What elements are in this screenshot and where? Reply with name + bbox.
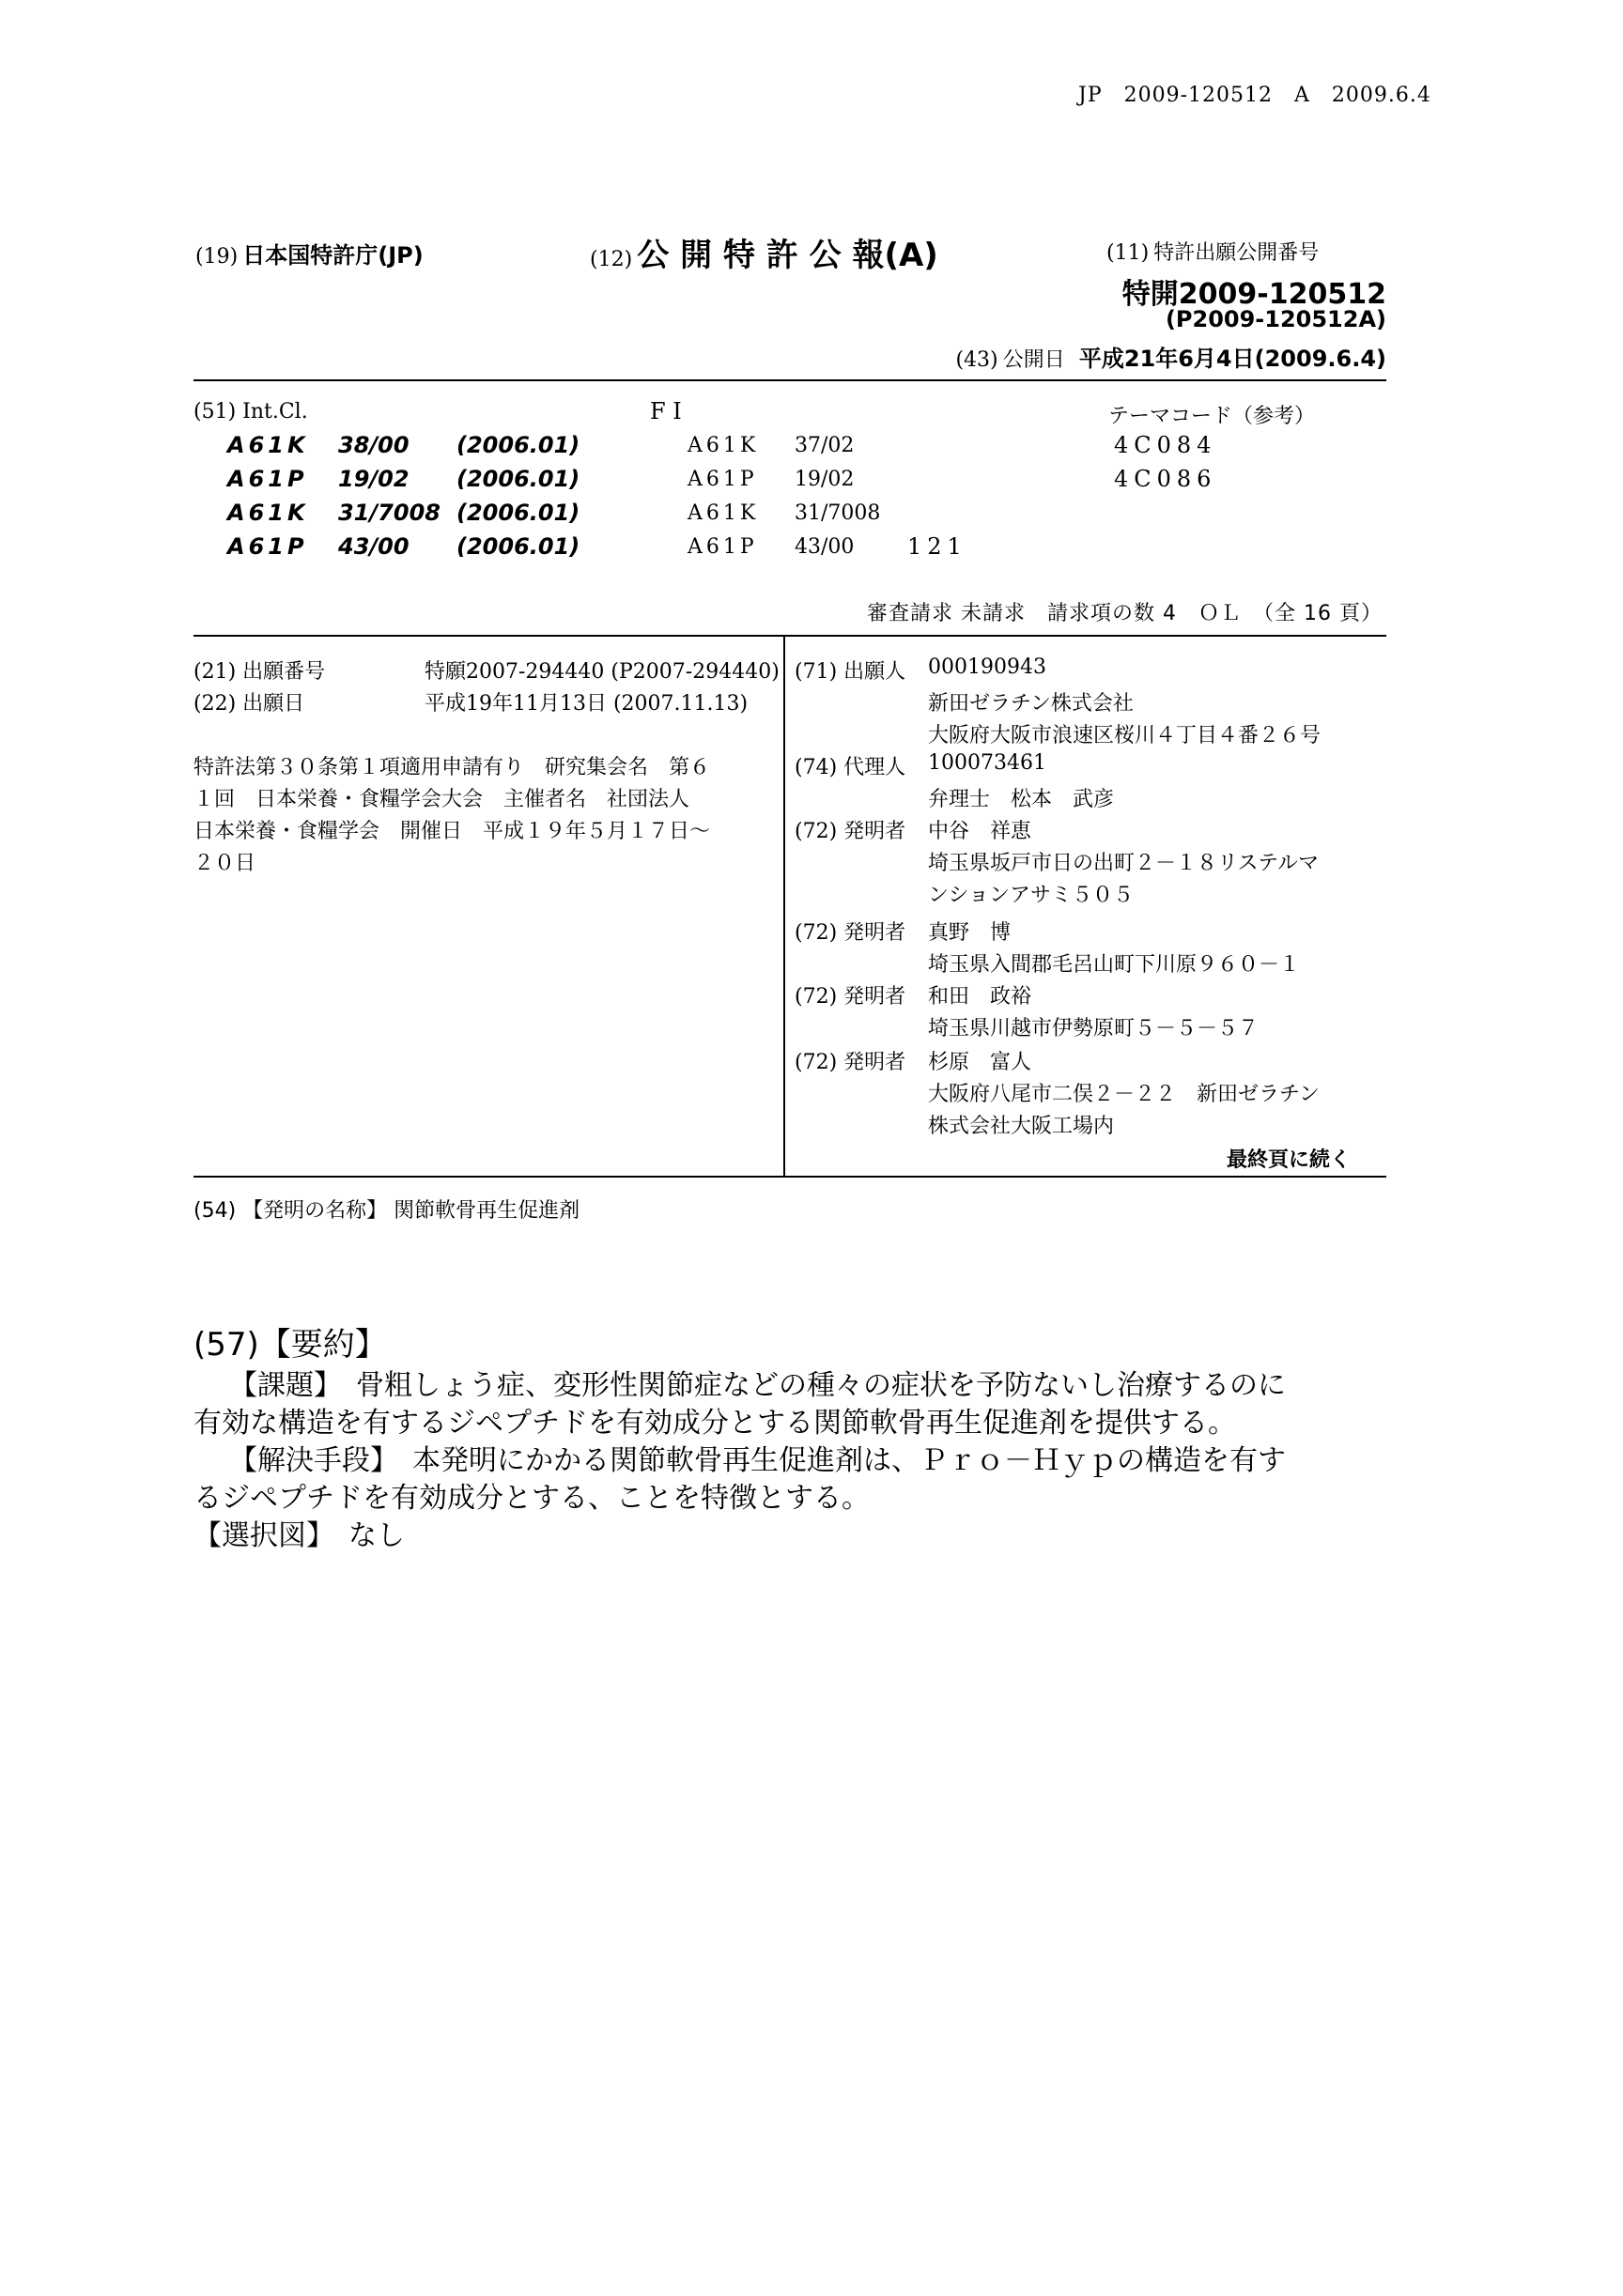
ipc-date: (2006.01)	[456, 466, 580, 492]
document-type-name: 公 開 特 許 公 報(A)	[637, 237, 938, 274]
ipc-code: 38/00	[338, 432, 410, 458]
ipc-code: 43/00	[338, 533, 410, 560]
theme-code-label: テーマコード（参考）	[1108, 405, 1316, 428]
theme-code: 4C084	[1114, 432, 1217, 458]
fi-class: A61K	[688, 434, 760, 457]
abstract-line: 有効な構造を有するジペプチドを有効成分とする関節軟骨再生促進剤を提供する。	[193, 1407, 1236, 1440]
party-line: 埼玉県入間郡毛呂山町下川原９６０－１	[928, 953, 1301, 977]
publication-date	[955, 340, 1386, 373]
application-date-label: (22) 出願日	[193, 692, 305, 716]
party-line: 埼玉県川越市伊勢原町５－５－５７	[928, 1017, 1260, 1040]
party-label: (74) 代理人	[795, 756, 906, 779]
ipc-date: (2006.01)	[456, 533, 580, 560]
fi-class: A61P	[688, 468, 758, 491]
publication-date-value: 平成21年6月4日(2009.6.4)	[1078, 346, 1386, 372]
fi-code: 37/02	[795, 434, 855, 457]
ipc-date: (2006.01)	[456, 500, 580, 526]
fi-label: F I	[650, 398, 682, 424]
party-line: 000190943	[928, 655, 1046, 679]
party-label: (72) 発明者	[795, 1051, 906, 1074]
abstract-line: 【選択図】 なし	[193, 1519, 405, 1552]
rule-before-bibliographic	[193, 635, 1386, 637]
theme-code: 4C086	[1114, 466, 1217, 492]
rule-after-bibliographic	[193, 1176, 1386, 1178]
exception-note-line: 特許法第３０条第１項適用申請有り 研究集会名 第６	[193, 756, 711, 779]
ipc-class: A61K	[227, 500, 309, 526]
publication-number: 特開2009-120512	[1121, 278, 1386, 311]
exception-note-line: １回 日本栄養・食糧学会大会 主催者名 社団法人	[193, 788, 690, 811]
publication-date-num: (43)	[955, 348, 998, 372]
continued-note: 最終頁に続く	[1226, 1148, 1351, 1172]
document-type	[590, 229, 938, 275]
party-line: 埼玉県坂戸市日の出町２－１８リステルマ	[928, 852, 1320, 875]
abstract-line: 【解決手段】 本発明にかかる関節軟骨再生促進剤は、Ｐｒｏ－Ｈｙｐの構造を有す	[229, 1444, 1286, 1477]
fi-class: A61K	[688, 501, 760, 525]
publication-number-label-num: (11)	[1106, 241, 1150, 265]
invention-title: (54) 【発明の名称】 関節軟骨再生促進剤	[193, 1199, 580, 1223]
ipc-class: A61P	[227, 466, 308, 492]
ipc-code: 31/7008	[338, 500, 441, 526]
ipc-class: A61K	[227, 432, 309, 458]
publication-number-label	[1106, 237, 1319, 266]
ipc-class: A61P	[227, 533, 308, 560]
office-line	[195, 237, 424, 270]
header-reference: JP 2009-120512 A 2009.6.4	[1078, 84, 1431, 107]
intcl-label: (51) Int.Cl.	[193, 400, 308, 424]
fi-class: A61P	[688, 535, 758, 559]
party-line: 新田ゼラチン株式会社	[928, 692, 1134, 716]
application-date-value: 平成19年11月13日 (2007.11.13)	[425, 692, 749, 716]
abstract-line: 【課題】 骨粗しょう症、変形性関節症などの種々の症状を予防ないし治療するのに	[229, 1369, 1286, 1402]
party-line: 真野 博	[928, 921, 1012, 945]
publication-date-label: 公開日	[1002, 348, 1065, 372]
party-label: (72) 発明者	[795, 985, 906, 1009]
exception-note-line: 日本栄養・食糧学会 開催日 平成１９年５月１７日～	[193, 820, 711, 843]
rule-after-header	[193, 379, 1386, 381]
office-name: 日本国特許庁(JP)	[242, 242, 424, 269]
party-line: 杉原 富人	[928, 1051, 1032, 1074]
column-divider	[783, 635, 785, 1178]
abstract-line: るジペプチドを有効成分とする、ことを特徴とする。	[193, 1482, 870, 1515]
ipc-code: 19/02	[338, 466, 410, 492]
party-line: 株式会社大阪工場内	[928, 1115, 1115, 1138]
publication-number-alt: (P2009-120512A)	[1165, 306, 1386, 332]
application-number-label: (21) 出願番号	[193, 660, 326, 684]
abstract-heading: (57)【要約】	[193, 1326, 387, 1364]
party-line: ンションアサミ５０５	[928, 884, 1135, 907]
application-number-value: 特願2007-294440 (P2007-294440)	[425, 660, 780, 684]
party-line: 弁理士 松本 武彦	[928, 788, 1115, 811]
fi-extra: 121	[907, 533, 967, 560]
party-line: 100073461	[928, 751, 1046, 775]
party-line: 和田 政裕	[928, 985, 1032, 1009]
party-label: (72) 発明者	[795, 921, 906, 945]
fi-code: 19/02	[795, 468, 855, 491]
document-type-number: (12)	[590, 248, 633, 271]
publication-number-label-text: 特許出願公開番号	[1153, 241, 1320, 265]
party-label: (72) 発明者	[795, 820, 906, 843]
party-line: 大阪府八尾市二俣２－２２ 新田ゼラチン	[928, 1083, 1320, 1106]
party-line: 中谷 祥恵	[928, 820, 1032, 843]
party-line: 大阪府大阪市浪速区桜川４丁目４番２６号	[928, 724, 1322, 747]
party-label: (71) 出願人	[795, 660, 906, 684]
fi-code: 31/7008	[795, 501, 881, 525]
fi-code: 43/00	[795, 535, 855, 559]
office-number: (19)	[195, 245, 239, 269]
ipc-date: (2006.01)	[456, 432, 580, 458]
exception-note-line: ２０日	[193, 852, 256, 875]
examination-status: 審査請求 未請求 請求項の数 4 ＯＬ （全 16 頁）	[867, 602, 1383, 625]
